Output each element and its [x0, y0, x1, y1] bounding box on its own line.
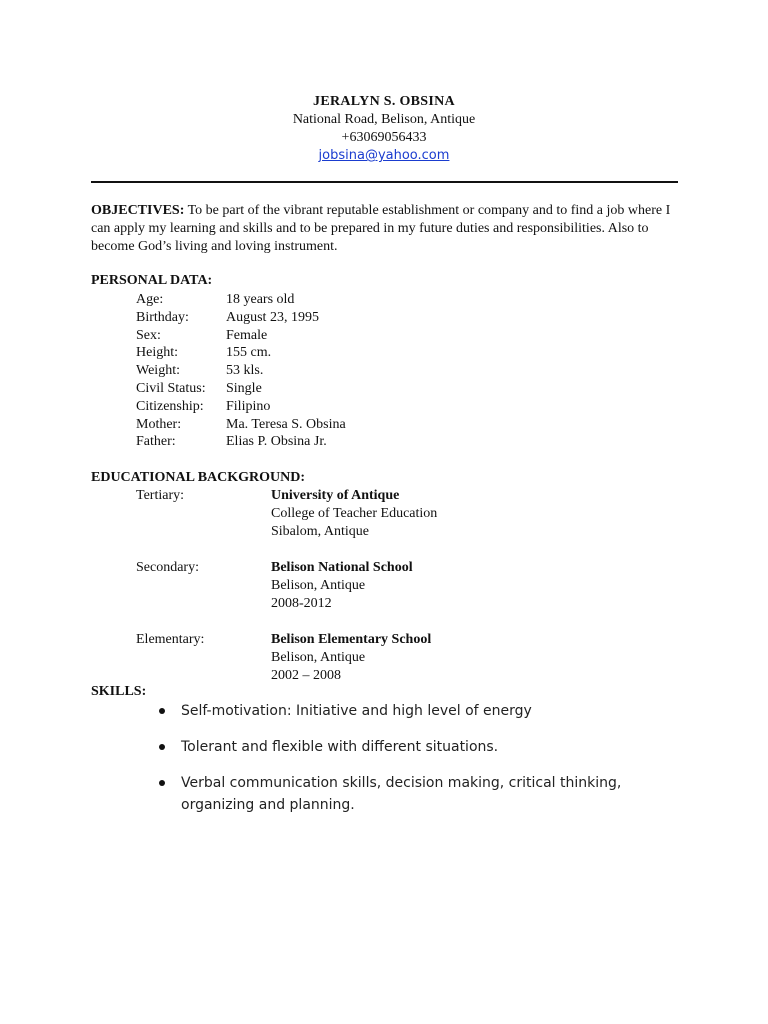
personal-row-civil-status — [136, 380, 536, 398]
personal-label: Civil Status: — [136, 380, 206, 396]
personal-label: Weight: — [136, 363, 180, 379]
personal-value: Single — [226, 380, 262, 396]
school-name: Belison Elementary School — [271, 632, 432, 647]
personal-label: Age: — [136, 292, 164, 307]
personal-row-citizenship — [136, 398, 536, 416]
skill-text: Self-motivation: Initiative and high level of energy — [181, 703, 532, 719]
bullet-icon — [159, 744, 165, 750]
skills-list — [159, 700, 679, 830]
school-detail: 2008-2012 — [271, 596, 332, 611]
education-level: Tertiary: — [136, 488, 184, 503]
education-level: Elementary: — [136, 632, 205, 647]
education-info — [271, 559, 413, 613]
personal-value: Ma. Teresa S. Obsina — [226, 416, 346, 432]
education-info — [271, 631, 431, 685]
personal-row-mother — [136, 416, 536, 434]
applicant-email-link[interactable]: jobsina@yahoo.com — [318, 148, 450, 163]
personal-label: Mother: — [136, 416, 182, 432]
objectives-text: To be part of the vibrant reputable establishment or company and to find a job where I can apply my learning and skills and to be prepared in my future duties and responsibilities. Also to become God’s living and loving instrument. — [91, 203, 671, 254]
education-title: EDUCATIONAL BACKGROUND: — [91, 470, 306, 485]
education-level: Secondary: — [136, 560, 199, 575]
personal-row-height — [136, 344, 536, 362]
school-name: Belison National School — [271, 560, 413, 575]
personal-data-title: PERSONAL DATA: — [91, 273, 213, 288]
skill-item — [159, 700, 679, 722]
skill-item — [159, 772, 679, 816]
school-detail: College of Teacher Education — [271, 506, 438, 521]
personal-label: Father: — [136, 434, 176, 450]
education-elementary — [136, 631, 616, 685]
education-list — [136, 487, 616, 685]
education-secondary — [136, 559, 616, 613]
school-detail: 2002 – 2008 — [271, 668, 341, 683]
education-info — [271, 487, 437, 541]
applicant-name: JERALYN S. OBSINA — [313, 94, 455, 109]
personal-row-age — [136, 291, 536, 309]
personal-value: Filipino — [226, 398, 271, 414]
resume-header — [0, 93, 768, 165]
personal-label: Birthday: — [136, 309, 189, 325]
personal-value: August 23, 1995 — [226, 309, 319, 325]
personal-value: 155 cm. — [226, 345, 272, 361]
personal-row-sex — [136, 327, 536, 345]
personal-row-weight — [136, 362, 536, 380]
education-tertiary — [136, 487, 616, 541]
personal-label: Citizenship: — [136, 398, 204, 414]
skill-item — [159, 736, 679, 758]
school-detail: Sibalom, Antique — [271, 524, 369, 539]
personal-value: Female — [226, 327, 268, 343]
personal-row-birthday — [136, 309, 536, 327]
skill-text: Verbal communication skills, decision making, critical thinking, organizing and planning. — [181, 775, 622, 813]
school-name: University of Antique — [271, 488, 400, 503]
personal-row-father — [136, 433, 536, 451]
personal-data-list — [136, 291, 536, 451]
objectives-label: OBJECTIVES: — [91, 203, 185, 218]
personal-value: Elias P. Obsina Jr. — [226, 434, 327, 450]
school-detail: Belison, Antique — [271, 650, 366, 665]
personal-value: 18 years old — [226, 292, 295, 307]
bullet-icon — [159, 708, 165, 714]
personal-label: Sex: — [136, 327, 161, 343]
personal-label: Height: — [136, 345, 178, 361]
skill-text: Tolerant and flexible with different situations. — [181, 739, 499, 755]
applicant-phone: +63069056433 — [341, 130, 427, 145]
personal-value: 53 kls. — [226, 363, 264, 379]
skills-title: SKILLS: — [91, 684, 147, 699]
header-divider — [91, 181, 678, 183]
applicant-address: National Road, Belison, Antique — [292, 112, 476, 127]
objectives-paragraph — [91, 202, 676, 256]
bullet-icon — [159, 780, 165, 786]
school-detail: Belison, Antique — [271, 578, 366, 593]
